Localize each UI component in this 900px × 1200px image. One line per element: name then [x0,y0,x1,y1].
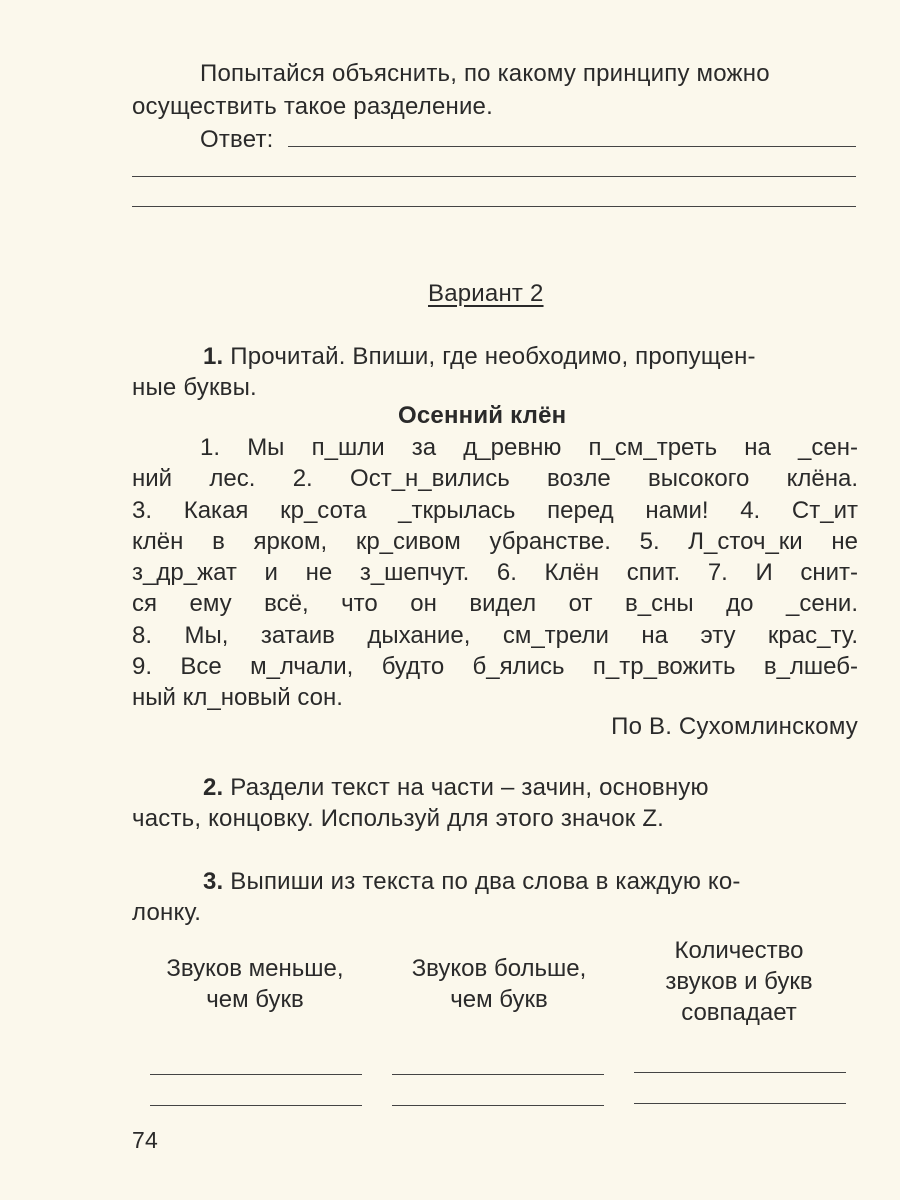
answer-line-2[interactable] [132,176,856,177]
story-line: ный кл_новый сон. [132,684,343,712]
column-1-answer-line-1[interactable] [150,1074,362,1075]
column-2-answer-line-2[interactable] [392,1105,604,1106]
column-header-fewer-sounds: Звуков меньше, чем букв [166,955,344,1013]
story-title: Осенний клён [398,402,567,429]
story-text [132,432,858,714]
story-line: 1. Мы п_шли за д_ревню п_см_треть на _сен- [200,434,858,461]
task-1-text: Прочитай. Впиши, где необходимо, пропущен- [230,343,756,370]
task-2-line-1 [203,772,709,804]
task-3-number: 3. [203,868,224,895]
question-line-1: Попытайся объяснить, по какому принципу можно [200,60,770,87]
column-3-answer-line-1[interactable] [634,1072,846,1073]
task-2-line-2: часть, концовку. Используй для этого значок Z. [132,805,665,832]
story-line: 3. Какая кр_сота _ткрылась перед нами! 4. Ст_ит [132,496,858,524]
task-2-number: 2. [203,774,224,801]
column-header-equal: Количество звуков и букв совпадает [665,937,813,1026]
column-3-answer-line-2[interactable] [634,1103,846,1104]
task-1-number: 1. [203,343,224,370]
task-3-line-2: лонку. [132,899,202,926]
story-author: По В. Сухомлинскому [611,713,858,740]
story-line: 9. Все м_лчали, будто б_ялись п_тр_вожить в_лшеб- [132,653,858,681]
story-line: з_др_жат и не з_шепчут. 6. Клён спит. 7. И снит- [132,559,858,587]
column-2-answer-line-1[interactable] [392,1074,604,1075]
column-header-more-sounds: Звуков больше, чем букв [411,955,587,1013]
task-3-text: Выпиши из текста по два слова в каждую ко- [230,868,741,895]
story-line: ся ему всё, что он видел от в_сны до _сени. [132,590,858,618]
story-line: ний лес. 2. Ост_н_вились возле высокого клёна. [132,465,858,493]
answer-line-1[interactable] [288,146,856,147]
variant-title: Вариант 2 [428,280,544,307]
story-line: 8. Мы, затаив дыхание, см_трели на эту крас_ту. [132,621,858,649]
task-2-text: Раздели текст на части – зачин, основную [230,774,709,801]
task-1-line-2: ные буквы. [132,374,257,401]
page-number: 74 [132,1127,158,1153]
story-line: клён в ярком, кр_сивом убранстве. 5. Л_сточ_ки не [132,527,858,555]
column-1-answer-line-2[interactable] [150,1105,362,1106]
task-1-line-1 [203,341,756,373]
question-line-2: осуществить такое разделение. [132,93,493,120]
answer-label: Ответ: [200,126,274,153]
task-3-line-1 [203,866,741,898]
answer-line-3[interactable] [132,206,856,207]
